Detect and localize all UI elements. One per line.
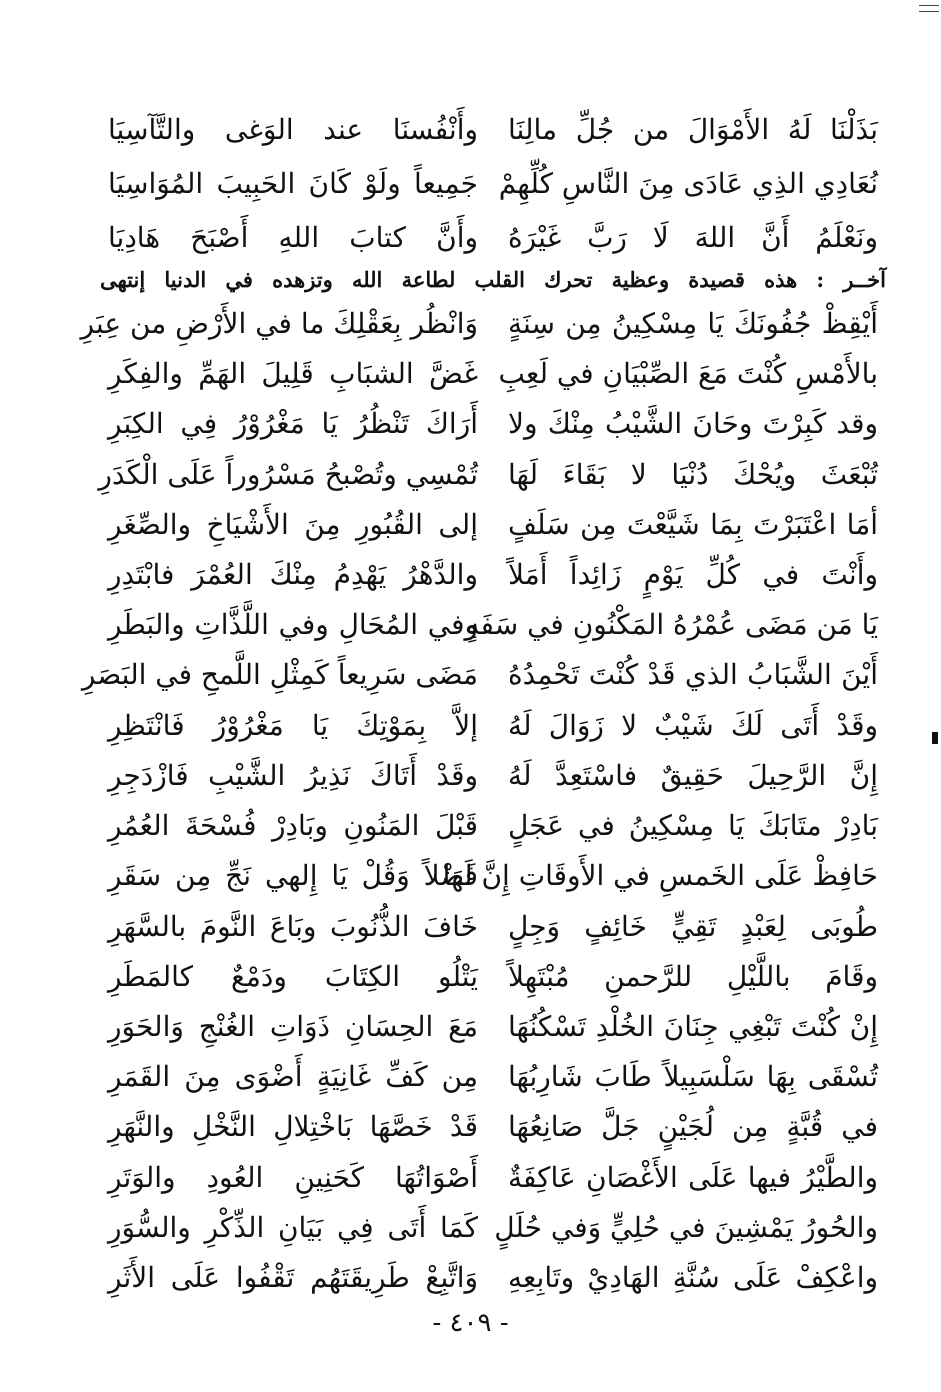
verse-second-hemistich: يَتْلُو الكِتَابَ ودَمْعٌ كالمَطَرِ <box>108 960 478 993</box>
verse-first-hemistich: ونَعْلَمُ أَنَّ اللهَ لَا رَبَّ غَيْرَهُ <box>508 221 878 254</box>
verse-first-hemistich: إِنَّ الرَّحِيلَ حَقِيقٌ فاسْتَعِدَّ لَهُ <box>508 759 878 792</box>
verse-second-hemistich: مِن كَفِّ غَانِيَةٍ أَضْوَى مِنَ القَمَرِ <box>108 1060 478 1093</box>
verse-line <box>108 1252 878 1304</box>
verse-first-hemistich: وأَنْتَ في كُلِّ يَوْمٍ زَائِداً أَمَلاً <box>508 558 878 591</box>
verse-line <box>108 398 878 450</box>
verse-line <box>108 499 878 551</box>
verse-line <box>108 104 878 156</box>
verse-first-hemistich: تُسْقَى بِهَا سَلْسَبِيلاً طَابَ شَارِبُهَا <box>508 1060 878 1093</box>
verse-line <box>108 158 878 210</box>
poem-heading: آخــر : هذه قصيدة وعظية تحرك القلب لطاعة الله وتزهده في الدنيا إنتهى <box>100 267 886 292</box>
verse-line <box>108 901 878 953</box>
verse-line <box>108 212 878 264</box>
verse-line <box>108 599 878 651</box>
verse-first-hemistich: وقَدْ أَتَى لَكَ شَيْبٌ لا زَوَالَ لَهُ <box>508 709 878 742</box>
verse-line <box>108 1202 878 1254</box>
verse-line <box>108 750 878 802</box>
verse-first-hemistich: والحُورُ يَمْشِينَ في حُلِيٍّ وَفي حُلَلٍ <box>494 1211 878 1244</box>
verse-second-hemistich: كَمَا أَتَى فِي بَيَانِ الذِّكْرِ والسُّوَرِ <box>108 1211 478 1244</box>
verse-second-hemistich: تُمْسِي وتُصْبحُ مَسْرُوراً عَلَى الْكَدَرِ <box>98 458 478 491</box>
verse-second-hemistich: وأَنَّ كتابَ اللهِ أَصْبَحَ هَادِيَا <box>108 221 478 254</box>
verse-line <box>108 800 878 852</box>
verse-line <box>108 700 878 752</box>
verse-line <box>98 449 878 501</box>
verse-second-hemistich: وفي المُحَالِ وفي اللَّذَّاتِ والبَطَرِ <box>108 608 478 641</box>
verse-first-hemistich: بَادِرْ متَابَكَ يَا مِسْكِينُ في عَجَلٍ <box>508 809 878 842</box>
verse-second-hemistich: مَعَ الحِسَانِ ذَوَاتِ الغُنْجِ وَالحَوَرِ <box>108 1010 478 1043</box>
verse-second-hemistich: غَضَّ الشبَابِ قَلِيلَ الهَمِّ والفِكَرِ <box>108 357 478 390</box>
verse-line <box>108 1152 878 1204</box>
verse-first-hemistich: يَا مَن مَضَى عُمْرُهُ المَكْنُونِ في سَفَهٍ <box>465 608 878 641</box>
verse-line <box>108 951 878 1003</box>
verse-line <box>108 1001 878 1053</box>
verse-line <box>108 1101 878 1153</box>
verse-second-hemistich: وقَدْ أَتَاكَ نَذِيرُ الشَّيْبِ فَازْدَجِرِ <box>108 759 478 792</box>
verse-first-hemistich: تُبْعَثَ ويُحْكَ دُنْيَا لا بَقَاءَ لَهَا <box>508 458 878 491</box>
verse-second-hemistich: خَافَ الذُّنُوبَ وبَاعَ النَّومَ بالسَّهَرِ <box>108 910 478 943</box>
verse-first-hemistich: إِنْ كُنْتَ تَبْغِي جِنَانَ الخُلْدِ تَسْكُنُهَا <box>508 1010 878 1043</box>
verse-first-hemistich: وقد كَبِرْتَ وحَانَ الشَّيْبُ مِنْكَ ولا <box>508 407 878 440</box>
verse-first-hemistich: بالأَمْسِ كُنْتَ مَعَ الصِّبْيَانِ في لَعِبِ <box>498 357 878 390</box>
verse-line <box>108 348 878 400</box>
verse-second-hemistich: قَدْ خَصَّهَا بَاخْتِلالِ النَّخْلِ والنَّهَرِ <box>108 1110 478 1143</box>
verse-line <box>108 1051 878 1103</box>
verse-second-hemistich: فَضْلاً وَقُلْ يَا إِلهي نَجِّ مِن سَقَرِ <box>108 859 478 892</box>
verse-first-hemistich: حَافِظْ عَلَى الخَمسِ في الأَوقَاتِ إِنَّ لَهَا <box>442 859 878 892</box>
verse-second-hemistich: جَمِيعاً ولَوْ كَانَ الحَبِيبَ المُوَاسِيَا <box>108 167 478 200</box>
verse-first-hemistich: والطَّيْرُ فيها عَلَى الأَغْصَانِ عَاكِفَةٌ <box>508 1161 878 1194</box>
verse-line <box>108 549 878 601</box>
verse-line <box>81 649 878 701</box>
scan-edge-mark <box>932 732 938 744</box>
verse-second-hemistich: وأَنْفُسنَا عند الوَغى والتَّآسِيَا <box>108 113 478 146</box>
scan-edge-mark <box>917 0 941 16</box>
verse-first-hemistich: طُوبَى لِعَبْدٍ تَقِيٍّ خَائِفٍ وَجِلٍ <box>508 910 878 943</box>
verse-first-hemistich: أمَا اعْتَبَرْتَ بِمَا شَيَّعْتَ مِن سَلَفٍ <box>508 508 878 541</box>
verse-line <box>108 850 878 902</box>
verse-first-hemistich: وقَامَ باللَّيْلِ للرَّحمنِ مُبْتَهِلاً <box>508 960 878 993</box>
verse-first-hemistich: أَيْقِظْ جُفُونَكَ يَا مِسْكِينُ مِن سِنَةٍ <box>508 307 878 340</box>
verse-second-hemistich: والدَّهْرُ يَهْدِمُ مِنْكَ العُمْرَ فابْتَدِرِ <box>108 558 478 591</box>
verse-second-hemistich: إلى القُبُورِ مِنَ الأَشْيَاخِ والصِّغَرِ <box>108 508 478 541</box>
verse-second-hemistich: إلاَّ بِمَوْتِكَ يَا مَغْرُوْرُ فَانْتَظِرِ <box>108 709 478 742</box>
verse-second-hemistich: وَانْظُر بِعَقْلِكَ ما في الأَرْضِ من عِبَرِ <box>80 307 478 340</box>
verse-second-hemistich: أَصْوَاتُهَا كَحَنِينِ العُودِ والوَتَرِ <box>108 1161 478 1194</box>
verse-first-hemistich: نُعَادِي الذِي عَادَى مِنَ النَّاسِ كُلِّهِمْ <box>498 167 878 200</box>
verse-second-hemistich: أَرَاكَ تَنْظُرُ يَا مَغْرُوْرُ فِي الكِبَرِ <box>108 407 478 440</box>
verse-first-hemistich: واعْكِفْ عَلَى سُنَّةِ الهَادِيْ وتَابِعِهِ <box>508 1261 878 1294</box>
verse-second-hemistich: قَبْلَ المَنُونِ وبَادِرْ فُسْحَةَ العُمُرِ <box>108 809 478 842</box>
verse-line <box>80 298 878 350</box>
verse-second-hemistich: وَاتَّبِعْ طَرِيقَتَهُم تَقْفُوا عَلَى الأَثَرِ <box>108 1261 478 1294</box>
verse-first-hemistich: بَذَلْنَا لَهُ الأَمْوَالَ من جُلِّ مالِنَا <box>508 113 878 146</box>
verse-first-hemistich: أَيْنَ الشَّبَابُ الذي قَدْ كُنْتَ تَحْمِدُهُ <box>508 658 878 691</box>
page-number: - ٤٠٩ - <box>432 1308 509 1338</box>
verse-first-hemistich: في قُبَّةٍ مِن لُجَيْنٍ جَلَّ صَانِعُهَا <box>508 1110 878 1143</box>
verse-second-hemistich: مَضَى سَرِيعاً كَمِثْلِ اللَّمحِ في البَصَرِ <box>81 658 478 691</box>
